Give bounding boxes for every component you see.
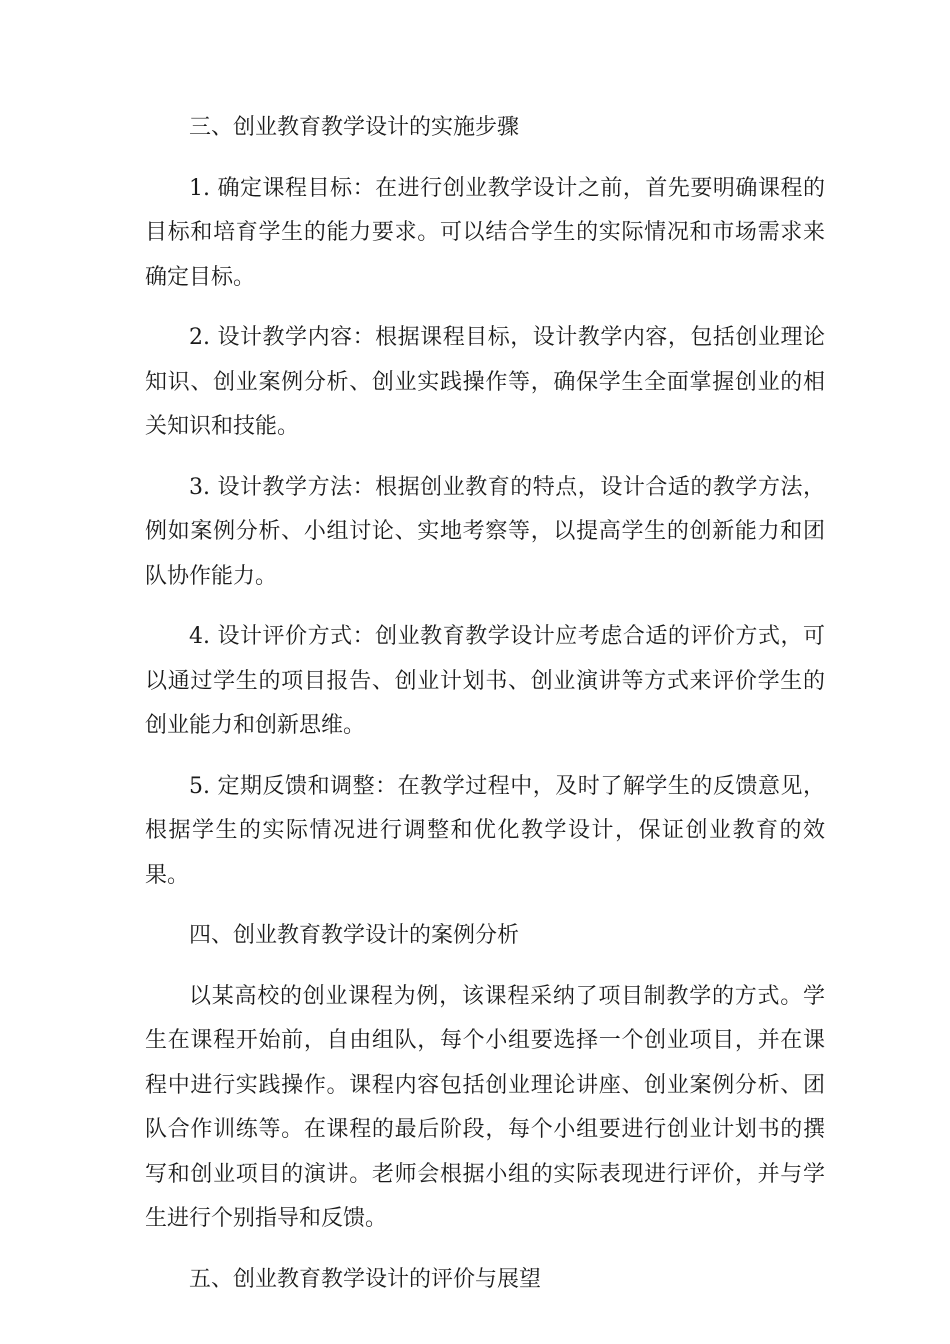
case-analysis-paragraph: 以某高校的创业课程为例，该课程采纳了项目制教学的方式。学生在课程开始前，自由组队，每个小组要选择一个创业项目，并在课程中进行实践操作。课程内容包括创业理论讲座、创业案例分析、团队合作训练等。在课程的最后阶段，每个小组要进行创业计划书的撰写和创业项目的演讲。老师会根据小组的实际表现进行评价，并与学生进行个别指导和反馈。 xyxy=(145,983,825,1231)
step-2-paragraph: 2. 设计教学内容：根据课程目标，设计教学内容，包括创业理论知识、创业案例分析、创业实践操作等，确保学生全面掌握创业的相关知识和技能。 xyxy=(145,325,825,439)
document-body xyxy=(145,106,825,1318)
section-heading-4: 四、创业教育教学设计的案例分析 xyxy=(189,923,520,948)
step-1-paragraph: 1. 确定课程目标：在进行创业教学设计之前，首先要明确课程的目标和培育学生的能力要求。可以结合学生的实际情况和市场需求来确定目标。 xyxy=(145,175,825,290)
section-heading-5: 五、创业教育教学设计的评价与展望 xyxy=(189,1266,542,1292)
step-4-paragraph: 4. 设计评价方式：创业教育教学设计应考虑合适的评价方式，可以通过学生的项目报告、创业计划书、创业演讲等方式来评价学生的创业能力和创新思维。 xyxy=(145,624,825,738)
step-3-paragraph: 3. 设计教学方法：根据创业教育的特点，设计合适的教学方法，例如案例分析、小组讨论、实地考察等，以提高学生的创新能力和团队协作能力。 xyxy=(145,474,825,589)
step-5-paragraph: 5. 定期反馈和调整：在教学过程中，及时了解学生的反馈意见，根据学生的实际情况进行调整和优化教学设计，保证创业教育的效果。 xyxy=(145,773,825,888)
section-heading-3: 三、创业教育教学设计的实施步骤 xyxy=(189,115,520,140)
